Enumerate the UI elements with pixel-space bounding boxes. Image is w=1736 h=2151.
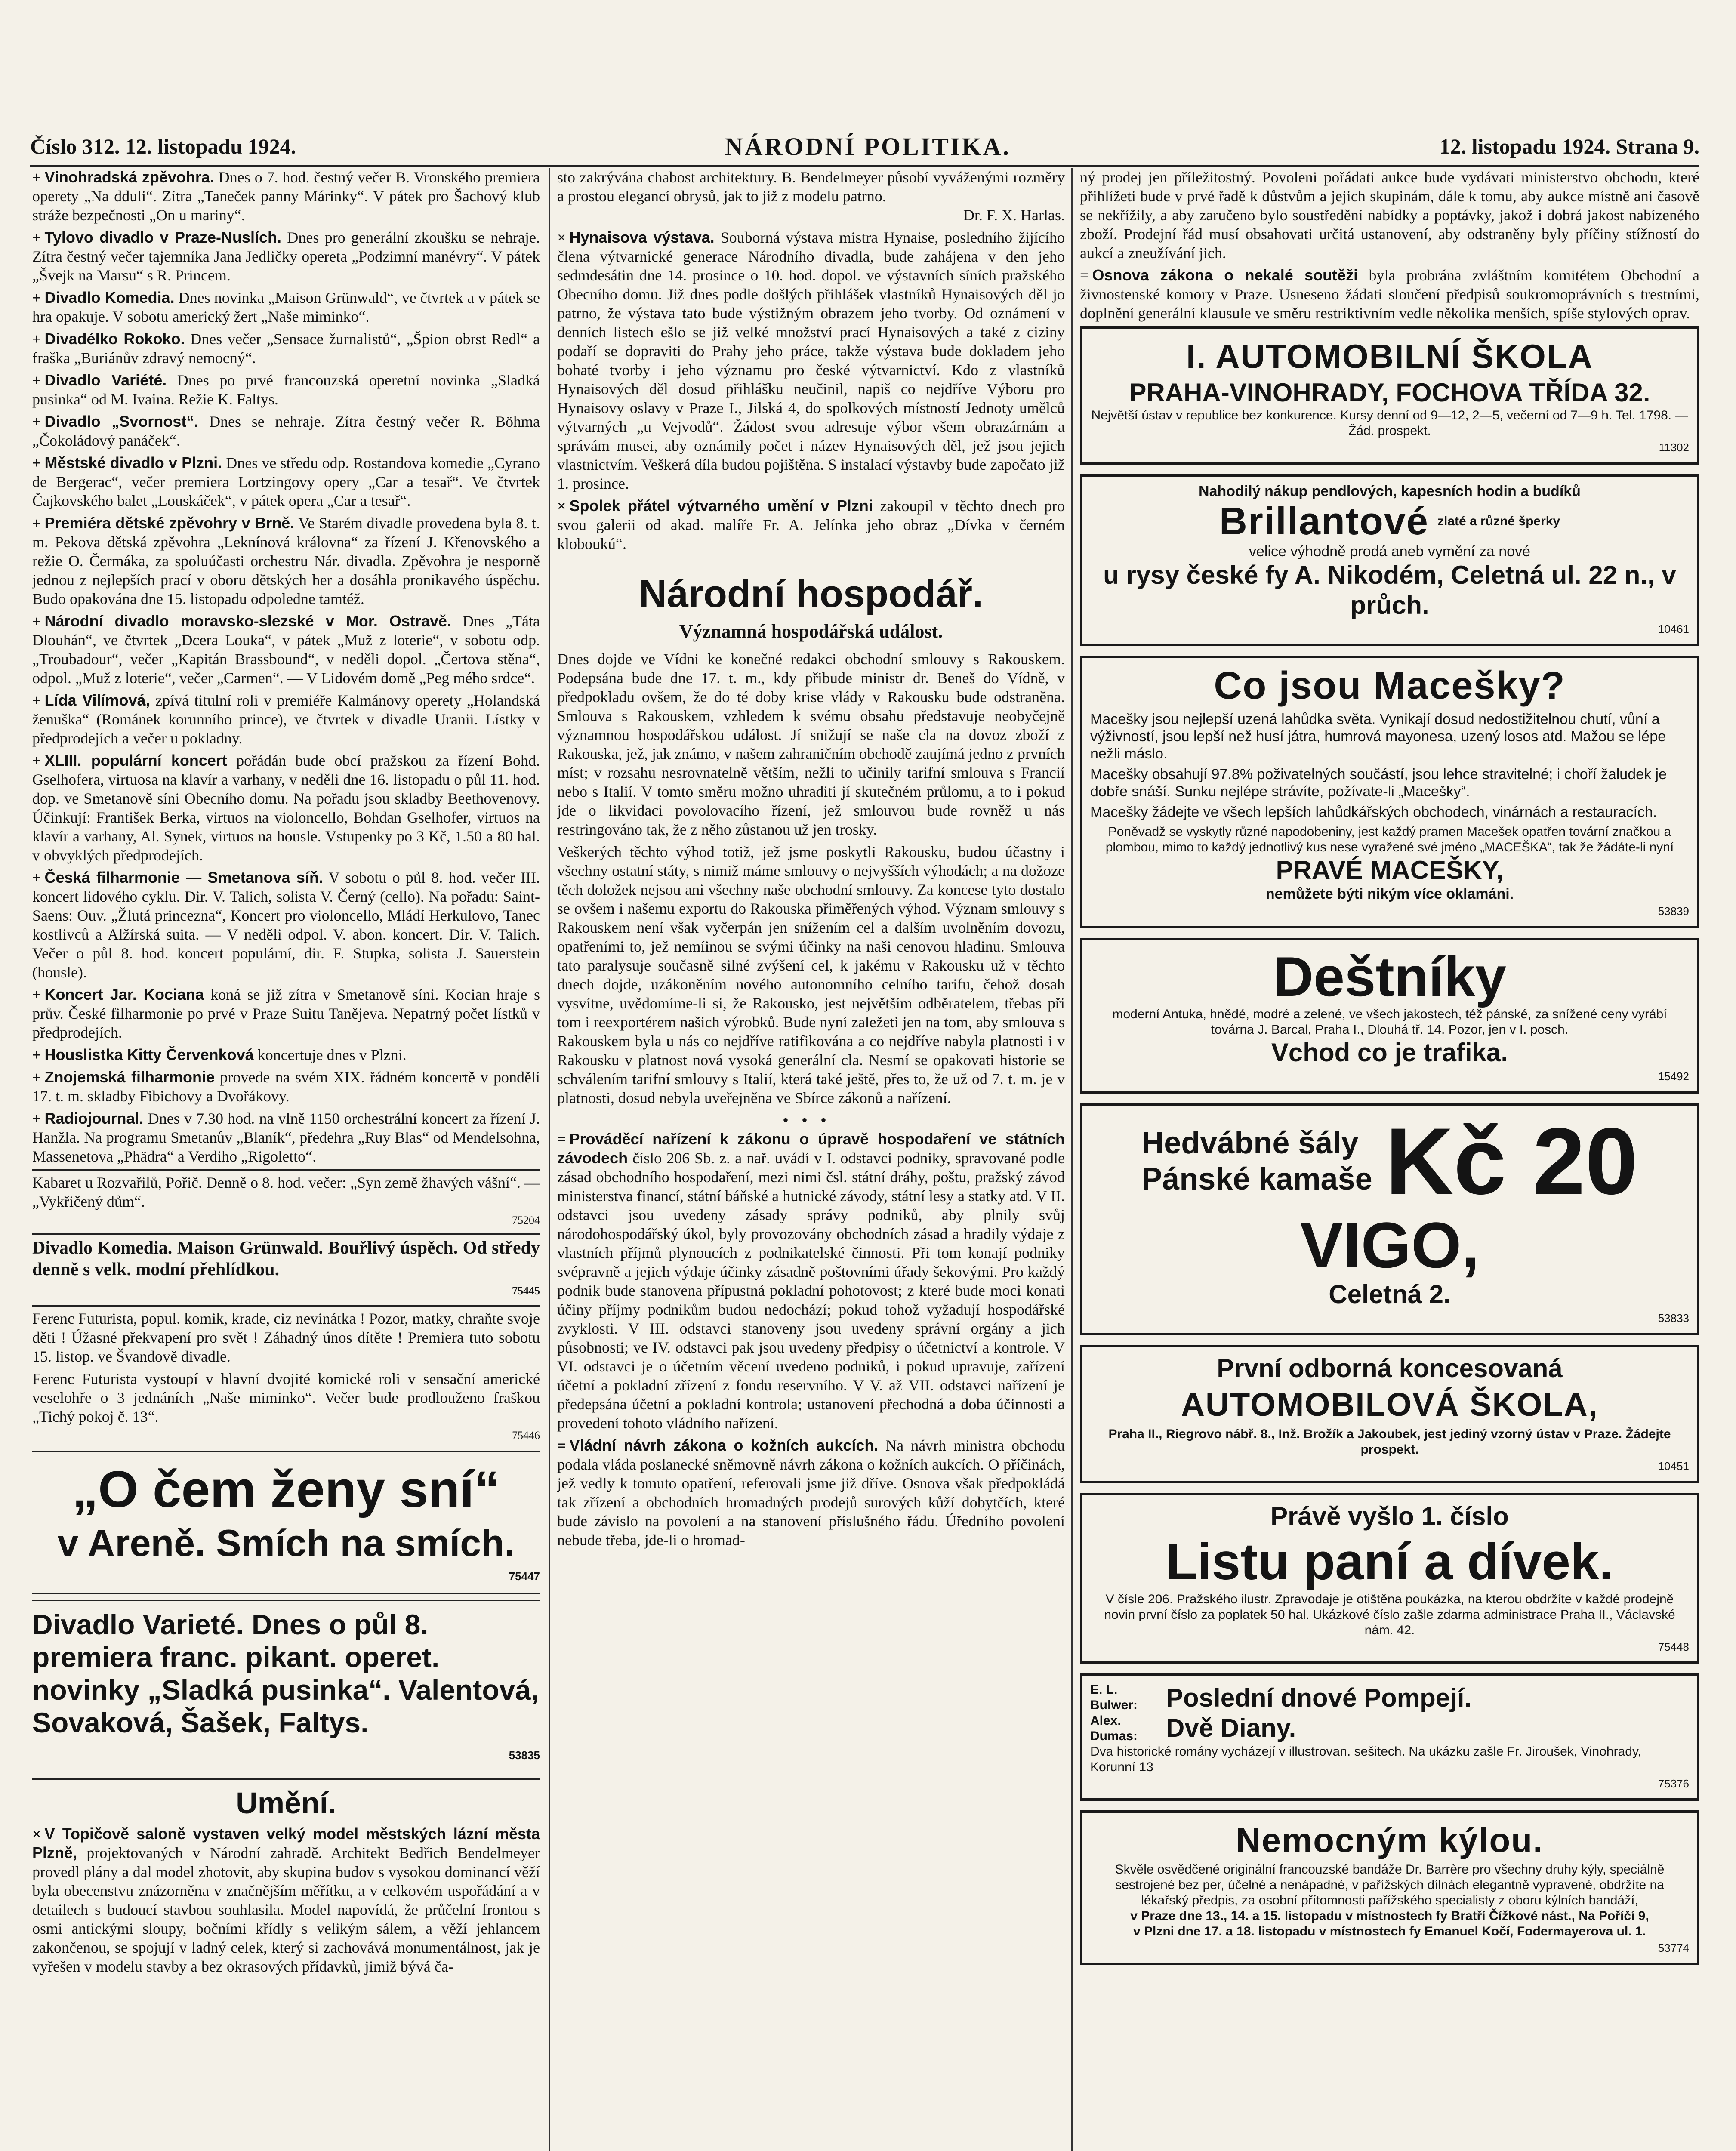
plus-marker-icon: + — [32, 986, 41, 1003]
ad-variete-text: Divadlo Varieté. Dnes o půl 8. premiera franc. pikant. operet. novinky „Sladká pusinka“. Valentová, Sovaková, Šašek, Faltys. — [32, 1609, 539, 1738]
plus-marker-icon: + — [32, 330, 41, 348]
notice-text: Dnes „Táta Dlouhán“, ve čtvrtek „Dcera Louka“, v pátek „Muž z loterie“, v sobotu odp. „Troubadour“, večer „Kapitán Brassbound“, v neděli dopol. „Čertova stěna“, odpol. „Muž z loterie“, večer „Carmen“. — V Lidovém domě „Peg mého srdce“. — [32, 613, 540, 687]
ad-kabaret — [32, 1169, 540, 1230]
ad-text: Největší ústav v republice bez konkurence. Kursy denní od 9—12, 2—5, večerní od 7—9 h. Tel. 1798. — Žád. prospekt. — [1091, 408, 1688, 438]
architecture-end — [557, 168, 1065, 225]
equals-marker-icon: = — [557, 1437, 566, 1454]
notice-text: Dnes se nehraje. Zítra čestný večer R. Böhma „Čokoládový panáček“. — [32, 413, 540, 449]
osnova-article — [1080, 266, 1699, 323]
ad-kabaret-text: Kabaret u Rozvařilů, Pořič. Denně o 8. hod. večer: „Syn země žhavých vášní“. — „Vykřičený dům“. — [32, 1174, 540, 1210]
spolek-article — [557, 496, 1065, 553]
notice-lead: Radiojournal. — [44, 1109, 144, 1127]
ad-ref: 10461 — [1658, 622, 1689, 635]
kozni-text: Na návrh ministra obchodu podala vláda poslanecké sněmovně návrh zákona o kožních aukcích. O příčinách, jež vedly k tomuto opatření, referovali jsme již dříve. Osnova však předpokládá tak zřízení a obchodních hromadných prodejů surových kůží dobytčích, které bude závislo na povolení a na stanovení příslušného řádu. Úředního povolení nebude třeba, jde-li o hromad- — [557, 1437, 1065, 1549]
plus-marker-icon: + — [32, 692, 41, 709]
column-3 — [1080, 168, 1699, 2151]
umeni-lead: V Topičově saloně vystaven velký model městských lázní města Plzně, — [32, 1825, 540, 1861]
notice-text: Dnes po prvé francouzská operetní novinka „Sladká pusinka“ od M. Ivaina. Režie K. Faltys. — [32, 372, 540, 408]
umeni-article — [32, 1824, 540, 1976]
notice-lead: Houslistka Kitty Červenková — [44, 1046, 254, 1063]
ad-plzen: v Plzni dne 17. a 18. listopadu v místnostech fy Emanuel Kočí, Fodermayerova ul. 1. — [1133, 1924, 1647, 1938]
ad-ref: 75204 — [512, 1214, 540, 1227]
notice-item — [32, 985, 540, 1042]
notice-item — [32, 288, 540, 326]
notice-item — [32, 751, 540, 865]
plus-marker-icon: + — [32, 372, 41, 389]
separator-dots: ••• — [782, 1110, 839, 1130]
ad-prave: PRAVÉ MACEŠKY, — [1276, 856, 1504, 884]
ad-nikodem-address: u rysy české fy A. Nikodém, Celetná ul. 22 n., v průch. — [1103, 561, 1676, 619]
osnova-text: byla probrána zvláštním komitétem Obchodní a živnostenské komory v Praze. Usneseno žádati sloučení předpisů soukromoprávních s trestními, doplnění generální klausule ve směru restriktivním vedle několika menších, spíše stylových oprav. — [1080, 267, 1699, 322]
plus-marker-icon: + — [32, 613, 41, 630]
notice-item — [32, 1068, 540, 1106]
ad-macesky-2: Macešky obsahují 97.8% poživatelných součástí, jsou lehce stravitelné; i choří žaludek je dobře snáší. Sunku nejlépe strávíte, požívate-li „Macešky“. — [1090, 766, 1667, 800]
ad-macesky-3: Macešky žádejte ve všech lepších lahůdkářských obchodech, vinárnách a restauracích. — [1090, 804, 1657, 820]
notice-item — [32, 228, 540, 285]
hynais-text: Souborná výstava mistra Hynaise, posledního žijícího člena výtvarnické generace Národního divadla, bude zahájena v den jeho sedmdesátin dne 14. prosince o 10. hod. dopol. ve výstavních síních pražského Obecního domu. Již dnes podle došlých přihlášek vlastníků Hynaisových děl jo patrno, že výstava tato bude výstižným obrazem jeho tvorby. Od oznámení v denních listech ešlo se již velké množství prací Hynaisových a také z ciziny podaří se dopraviti do Prahy jeho práce, takže výstava bude dokladem jeho bohaté tvorby i jeho významu pro české výtvarnictví. Kdo z vlastníků Hynaisových děl dosud přihlášku neučinil, napiš co nejdříve Výboru pro Hynaisovy oslavy v Praze I., Jilská 4, do spolkových místností Jednoty umělců výtvarných „u Vejvodů“. Žádost svou adresuje výbor všem obrazárnám a správám musei, aby oznámily počet i název Hynaisových děl, jež jsou jejich vlastnictvím. Veškerá díla budou pojištěna. S instalací výstavby bude započato již 1. prosince. — [557, 229, 1065, 492]
ad-ref: 53839 — [1658, 905, 1689, 918]
ad-praha: v Praze dne 13., 14. a 15. listopadu v místnostech fy Bratří Čížkové nást., Na Poříčí 9, — [1130, 1909, 1649, 1923]
notice-text: Dnes v 7.30 hod. na vlně 1150 orchestrální koncert za řízení J. Hanžla. Na programu Smetanův „Blaník“, předehra „Ruy Blas“ od Mendelsohna, Massenetova „Phädra“ a Verdiho „Rigoletto“. — [32, 1110, 540, 1165]
equals-marker-icon: = — [1080, 267, 1089, 284]
ad-ref: 10451 — [1658, 1460, 1689, 1473]
plus-marker-icon: + — [32, 1110, 41, 1127]
page-info: 12. listopadu 1924. Strana 9. — [1439, 134, 1699, 158]
header-rule — [30, 165, 1699, 167]
ad-ferenc-2 — [32, 1369, 540, 1445]
ad-brillantove: Brillantové — [1219, 500, 1429, 543]
notice-item — [32, 1109, 540, 1166]
plus-marker-icon: + — [32, 515, 41, 532]
ad-vigo-2: Pánské kamaše — [1141, 1162, 1372, 1196]
ad-ferenc-2-text: Ferenc Futurista vystoupí v hlavní dvojité komické roli v sensační americké veselohře o 3 jednáních „Naše miminko“. Večer bude prodlouženo fraškou „Tichý pokoj č. 13“. — [32, 1370, 540, 1425]
notice-text: Dnes večer „Sensace žurnalistů“, „Špion obrst Redl“ a fraška „Buriánův zdravý nemocný“. — [32, 330, 540, 367]
ad-arena-subtitle: v Areně. Smích na smích. — [57, 1522, 515, 1564]
ad-title: Deštníky — [1273, 945, 1506, 1008]
page-header — [30, 129, 1699, 163]
notice-lead: Koncert Jar. Kociana — [44, 986, 204, 1003]
masthead: NÁRODNÍ POLITIKA. — [725, 132, 1011, 160]
notice-lead: Divadlo Variété. — [44, 371, 167, 389]
aukce-end: ný prodej jen příležitostný. Povoleni pořádati aukce bude vydávati ministerstvo obchodu, které přihlížeti bude v prvé řadě k důstvům a jejich skupinám, dále k tomu, aby aukce místně ani časově se nekřížily, a aby zaručeno bylo soustředění nabídky a poptávky, jakož i dobrá jakost nabízeného zboží. Prodejní řád musí obsahovati určitá ustanovení, aby odstraněny byly příčiny stížností do aukcí a zneužívání jich. — [1080, 169, 1699, 262]
notice-item — [32, 330, 540, 367]
notice-item — [32, 868, 540, 982]
plus-marker-icon: + — [32, 1046, 41, 1063]
ad-ref: 75447 — [509, 1570, 540, 1583]
plus-marker-icon: + — [32, 413, 41, 430]
notice-item — [32, 691, 540, 748]
notice-lead: Premiéra dětské zpěvohry v Brně. — [44, 514, 295, 532]
spolek-lead: Spolek přátel výtvarného umění v Plzni — [569, 497, 873, 515]
ad-text: Skvěle osvědčené originální francouzské bandáže Dr. Barrère pro všechny druhy kýly, speciálně sestrojené bez per, účelné a nenápadné, v pařížských dílnách elegantně vypravené, obdržíte na lékařský předpis, za osobní přítomnosti pařížského specialisty z oboru kýlních bandáží, — [1115, 1862, 1665, 1908]
notice-lead: Divadlo „Svornost“. — [44, 413, 199, 430]
ad-text: velice výhodně prodá aneb vymění za nové — [1249, 543, 1530, 560]
ad-ferenc-1-text: Ferenc Futurista, popul. komik, krade, ciz nevinátka ! Pozor, matky, chraňte svoje děti ! Úžasné překvapení pro svět ! Záhadný únos dítěte ! Premiera tuto sobotu 15. listop. ve Švandově divadle. — [32, 1310, 540, 1365]
notice-item — [32, 612, 540, 687]
ad-vigo-price: Kč 20 — [1385, 1108, 1638, 1214]
kozni-article — [557, 1436, 1065, 1550]
ad-title: Listu paní a dívek. — [1166, 1533, 1614, 1590]
notice-lead: Česká filharmonie — Smetanova síň. — [44, 869, 323, 886]
umeni-text: projektovaných v Národní zahradě. Architekt Bedřich Bendelmeyer provedl plány a dal model zhotovit, aby skupina budov s vysokou dominancí věží byla obecenstvu znázorněna v značnějším měřítku, a v celkovém uspořádání a v detailech s budoucí stavbou souhlasila. Model napovídá, že průčelní frontou s osmi antickými sloupy, bočními křídly s velikým sálem, a věží jehlancem zakončenou, se spojují v ladný celek, který si zachovává monumentálnost, jak je vyřešen v modelu stavby a bez okrasových přídavků, jimiž bývá ča- — [32, 1844, 540, 1975]
ad-title: Nemocným kýlou. — [1236, 1821, 1544, 1859]
ad-ref: 75376 — [1658, 1777, 1689, 1790]
ad-title-1: Poslední dnové Pompejí. — [1166, 1683, 1472, 1712]
plus-marker-icon: + — [32, 454, 41, 471]
ad-ref: 75446 — [512, 1429, 540, 1442]
ad-autoskola-1 — [1080, 326, 1699, 465]
notice-text: provede na svém XIX. řádném koncertě v pondělí 17. t. m. skladby Fibichovy a Dvořákovy. — [32, 1069, 540, 1105]
ad-ref: 53774 — [1658, 1941, 1689, 1954]
hynais-lead: Hynaisova výstava. — [569, 228, 715, 246]
cross-marker-icon: × — [32, 1825, 41, 1843]
hospodar-text-2: Veškerých těchto výhod totiž, jež jsme poskytli Rakousku, budou účastny i všechny ostatní státy, s nimiž máme smlouvy o nejvyšších výhodách; a na dožoze těch doložek nejsou ani všechny naše obchodní smlouvy. Za koncese tyto dostalo se ovšem i našemu exportu do Rakouska přiměřených výhod. Význam smlouvy s Rakouskem není však vyčerpán jen snížením cel a dalším uvolněním dovozu, opatřeními to, jež nemíinou se svými účinky na naši cenovou hladinu. Smlouva tato paralysuje současně silné zvýšení cel, k jakému v Rakousku už v těchto dnech dojde, uzákoněním nového autonomního celního tarifu, čehož dosah vysvítne, uvědomíme-li si, že Rakousko, jest největším odběratelem, třebas při tom i reexportérem našich výrobků. Bude nyní zaležeti jen na tom, aby smlouva s Rakouskem byla u nás co nejdříve ratifikována a co nejdříve nabyla platnosti i v Rakousku v platnost nová vysoká generální cla. Nesmí se opakovati historie se schválením tarifní smlouvy s Italií, která také ještě, přes to, že už od 7. t. m. je v platnosti, dosud nebyla uveřejněna ve Sbírce zákonů a nařízení. — [557, 843, 1065, 1106]
notice-lead: Divadlo Komedia. — [44, 289, 175, 306]
cross-marker-icon: × — [557, 497, 566, 515]
ad-text: Dva historické romány vycházejí v illustrovan. sešitech. Na ukázku zašle Fr. Jiroušek, Vinohrady, Korunní 13 — [1090, 1744, 1642, 1774]
narizeni-text: číslo 206 Sb. z. a nař. uvádí v I. odstavci podniky, spravované podle zásad obchodního hospodaření, mezi nimi čsl. státní dráhy, poštu, pražský závod ministerstva financí, státní báňské a hutnické závody, státní lesy a statky atd. V II. odstavci jsou uvedeny zásady správy podniků, aby plnily svůj národohospodářský úkol, byly provozovány obchodních zásad a hradily výdaje z vlastních příjmů plynoucích z podnikatelské činnosti. Při tom konají podniky svépravně a jejich výdaje účinky zásadně poštovními úřady šekovými. Pro každý podnik bude stanovena přípustná pokladní pohotovost; z které bude moci konati účiny příjmy podnikům budou nedochází; pokud tohož vyžadují hospodářské zvyklosti. V III. odstavci stanoveny jsou uvedeny správní orgány a jich působnosti; ve IV. odstavci pak jsou uvedeny předpisy o účetnictví a kontrole. V VI. odstavci je o účetním věcení uvedeno podniků, i pokud upravuje, zařízení účetní a pokladní zřízení z fondu reservního. V V. až VII. odstavci nařízení je předepsána účetní a pokladní kontrola; ustanovení přechodná a doba účinnosti a provedení tohoto vládního nařízení. — [557, 1149, 1065, 1432]
ad-macesky — [1080, 656, 1699, 928]
notice-item — [32, 514, 540, 608]
ad-ref: 11302 — [1659, 441, 1689, 454]
ad-text: Praha II., Riegrovo nábř. 8., Inž. Brožík a Jakoubek, jest jediný vzorný ústav v Praze. Žádejte prospekt. — [1108, 1427, 1671, 1457]
ad-komedia — [32, 1233, 540, 1302]
ad-top: Právě vyšlo 1. číslo — [1270, 1502, 1509, 1531]
ad-end: nemůžete býti nikým více oklamáni. — [1265, 886, 1514, 902]
ad-title: AUTOMOBILOVÁ ŠKOLA, — [1181, 1387, 1598, 1423]
hynais-article — [557, 228, 1065, 493]
ad-variete — [32, 1600, 540, 1780]
notice-text: Dnes pro generální zkoušku se nehraje. Zítra čestný večer tajemníka Jana Jedličky opereta „Podzimní manévry“. V pátek „Švejk na Marsu“ s R. Princem. — [32, 229, 540, 284]
notice-lead: Národní divadlo moravsko-slezské v Mor. Ostravě. — [44, 612, 452, 630]
notice-item — [32, 371, 540, 409]
plus-marker-icon: + — [32, 869, 41, 886]
notice-lead: Městské divadlo v Plzni. — [44, 454, 222, 471]
spolek-text: zakoupil v těchto dnech pro svou galerii od akad. malíře Fr. A. Jelínka jeho obraz „Dívka v černém kloboukú“. — [557, 497, 1065, 552]
ad-bulwer — [1080, 1673, 1699, 1801]
ad-ref: 53833 — [1658, 1312, 1689, 1325]
notice-text: Dnes novinka „Maison Grünwald“, ve čtvrtek a v pátek se hra opakuje. V sobotu americký žert „Naše miminko“. — [32, 289, 540, 325]
notice-text: koncertuje dnes v Plzni. — [257, 1046, 407, 1063]
notice-lead: XLIII. populární koncert — [44, 752, 227, 769]
notice-text: Dnes ve středu odp. Rostandova komedie „Cyrano de Bergerac“, večer premiera Lortzingovy opery „Car a tesař“. Ve čtvrtek Čajkovského balet „Louskáček“, v pátek opera „Car a tesař“. — [32, 454, 540, 509]
cross-marker-icon: × — [557, 229, 566, 246]
notice-item — [32, 1045, 540, 1064]
ad-komedia-text: Divadlo Komedia. Maison Grünwald. Bouřlivý úspěch. Od středy denně s velk. modní přehlídkou. — [32, 1238, 540, 1279]
ad-title: Co jsou Macešky? — [1214, 664, 1566, 707]
notice-lead: Vinohradská zpěvohra. — [44, 168, 214, 186]
notice-lead: Tylovo divadlo v Praze-Nuslích. — [44, 228, 282, 246]
ad-top: První odborná koncesovaná — [1217, 1354, 1563, 1383]
issue-info: Číslo 312. 12. listopadu 1924. — [30, 134, 296, 158]
plus-marker-icon: + — [32, 229, 41, 246]
kozni-lead: Vládní návrh zákona o kožních aukcích. — [569, 1436, 879, 1454]
equals-marker-icon: = — [557, 1131, 566, 1148]
notice-lead: Znojemská filharmonie — [44, 1068, 215, 1086]
ad-text: V čísle 206. Pražského ilustr. Zpravodaje je otištěna poukázka, na kterou obdržíte v každé prodejně novin první číslo za poplatek 50 hal. Ukázkové číslo zašle zdarma administrace Praha II., Václavské nám. 42. — [1104, 1592, 1675, 1637]
plus-marker-icon: + — [32, 169, 41, 186]
ad-macesky-1: Macešky jsou nejlepší uzená lahůdka světa. Vynikají dosud nedostižitelnou chutí, vůní a výživností, jsou lepší než husí játra, humrová mayonesa, uzený losos atd. Mažou se lépe nežli máslo. — [1090, 711, 1666, 762]
ad-subtitle: PRAHA-VINOHRADY, FOCHOVA TŘÍDA 32. — [1129, 378, 1650, 407]
notice-text: V sobotu o půl 8. hod. večer III. koncert lidového cyklu. Dir. V. Talich, solista V. Černý (cello). Na pořadu: Saint-Saens: Ouv. „Žlutá princezna“, Koncert pro violoncello, Mládí Herkulovo, Tanec kostlivců a Alžírská suita. — V neděli odpol. V. abon. koncert. Dir. V. Talich. Večer o půl 8. hod. koncert populární, dir. F. Stupka, solista J. Sauerstein (housle). — [32, 869, 540, 981]
ad-destniky — [1080, 938, 1699, 1094]
column-1 — [32, 168, 540, 2151]
ad-title: I. AUTOMOBILNÍ ŠKOLA — [1186, 337, 1593, 375]
theatre-notices — [32, 168, 540, 1166]
ad-ref: 75445 — [512, 1285, 540, 1297]
notice-item — [32, 412, 540, 450]
ad-ref: 15492 — [1658, 1070, 1689, 1083]
intro-text: sto zakrývána chabost architektury. B. Bendelmeyer působí vyváženými rozměry a prostou elegancí obrysů, jak to již z modelu patrno. — [557, 169, 1065, 205]
ad-warning: Poněvadž se vyskytly různé napodobeniny, jest každý pramen Macešek opatřen tovární značkou a plombou, mimo to každý jednotlivý kus nese vyražené své jméno „MACEŠKA“, tak že žádáte-li nyní — [1105, 825, 1674, 854]
ad-listy — [1080, 1493, 1699, 1664]
ad-authors: E. L. Bulwer: Alex. Dumas: — [1090, 1683, 1138, 1743]
narizeni-article — [557, 1130, 1065, 1433]
ad-arena — [32, 1451, 540, 1594]
notice-text: Ve Starém divadle provedena byla 8. t. m. Pekova dětská zpěvohra „Leknínová královna“ za řízení J. Křenovského a režie O. Čermáka, za spoluúčasti orchestru Nár. divadla. Zpěvohra je nesporně jednou z nejlepších prací v oboru dětských her a dosáhla pronikavého úspěchu. Budo opakována dne 15. listopadu odpoledne tamtéž. — [32, 515, 540, 607]
ad-ferenc-1 — [32, 1305, 540, 1366]
notice-item — [32, 168, 540, 225]
notice-text: zpívá titulní roli v premiéře Kalmánovy operety „Holandská ženuška“ (Románek korunního prince), ve čtvrtek v divadle Uranii. Lístky v předprodejích a večer u pokladny. — [32, 692, 540, 747]
signature: Dr. F. X. Harlas. — [963, 206, 1065, 224]
section-umeni: Umění. — [236, 1786, 336, 1820]
ad-vigo-name: VIGO, — [1300, 1209, 1480, 1281]
column-divider — [549, 168, 550, 2151]
notice-lead: Divadélko Rokoko. — [44, 330, 185, 348]
ad-vigo — [1080, 1103, 1699, 1335]
ad-vigo-1: Hedvábné šály — [1141, 1126, 1359, 1160]
ad-nakup: Nahodilý nákup pendlových, kapesních hodin a budíků — [1199, 483, 1581, 499]
ad-shop: Vchod co je trafika. — [1271, 1038, 1508, 1067]
column-2 — [557, 168, 1065, 2151]
notice-lead: Lída Vilímová, — [44, 691, 150, 709]
ad-nikodem — [1080, 474, 1699, 646]
plus-marker-icon: + — [32, 752, 41, 769]
ad-autoskola-2 — [1080, 1345, 1699, 1483]
notice-text: koná se již zítra v Smetanově síni. Kocian hraje s prův. České filharmonie po prvé v Praze Suitu Tanějeva. Nepatrný počet lístků v předprodejích. — [32, 986, 540, 1041]
plus-marker-icon: + — [32, 1069, 41, 1086]
plus-marker-icon: + — [32, 289, 41, 306]
notice-item — [32, 453, 540, 510]
section-hospodar: Národní hospodář. — [638, 573, 984, 616]
notice-text: pořádán bude obcí pražskou za řízení Bohd. Gselhofera, virtuosa na klavír a varhany, v neděli dne 16. listopadu o půl 11. hod. dop. ve Smetanově síni Obecního domu. Na pořadu jsou skladby Beethovenovy. Účinkují: František Berka, virtuos na violoncello, Bohdan Gselhofer, virtuos na klavír a varhany, Al. Synek, virtuos na housle. Vstupenky po 3 Kč, 1.50 a 80 hal. v obvyklých předprodejích. — [32, 752, 540, 864]
osnova-lead: Osnova zákona o nekalé soutěži — [1092, 266, 1358, 284]
ad-title-2: Dvě Diany. — [1166, 1713, 1296, 1742]
ad-side-text: zlaté a různé šperky — [1437, 514, 1560, 528]
ad-arena-title: „O čem ženy sní“ — [72, 1461, 500, 1518]
column-divider — [1071, 168, 1073, 2151]
ad-vigo-address: Celetná 2. — [1329, 1280, 1451, 1309]
hospodar-text-1: Dnes dojde ve Vídni ke konečné redakci obchodní smlouvy s Rakouskem. Podepsána bude dne 17. t. m., kdy přibude ministr dr. Beneš do Vídně, v předpokladu ovšem, že do té doby krise vlády v Rakousku bude odstraněna. Smlouva s Rakouskem, vzhledem k svému obsahu představuje neobyčejně významnou hospodářskou událost. Jí snižují se naše cla na dovoz zboží z Rakouska, jež, jak známo, v našem zahraničním obchodě zaujímá jedno z prvních míst; v rozsahu nesrovnatelně větším, nežli to učinily tarifní smlouva s Francií nebo s Italií. V tomto směru možno uhraditi jí skutečném průlomu, a to i pokud jde o likvidaci povolovacího řízení, jež smlouvou bude rovněž u nás restringováno tak, že z něho zůstanou už jen trosky. — [557, 650, 1065, 838]
notice-text: Dnes o 7. hod. čestný večer B. Vronského premiera operety „Na dduli“. Zítra „Taneček panny Márinky“. V pátek pro Šachový klub stráže bezpečnosti „On u mariny“. — [32, 169, 540, 224]
ad-kyla — [1080, 1810, 1699, 1965]
ad-text: moderní Antuka, hnědé, modré a zelené, ve všech jakostech, též pánské, za snížené ceny vyrábí továrna J. Barcal, Praha I., Dlouhá tř. 14. Pozor, jen v I. posch. — [1112, 1007, 1667, 1037]
ad-ref: 53835 — [509, 1749, 540, 1762]
narizeni-lead: Prováděcí nařízení k zákonu o úpravě hospodaření ve státních závodech — [557, 1130, 1065, 1167]
ad-ref: 75448 — [1658, 1640, 1689, 1653]
hospodar-subhead: Významná hospodářská událost. — [679, 621, 943, 642]
